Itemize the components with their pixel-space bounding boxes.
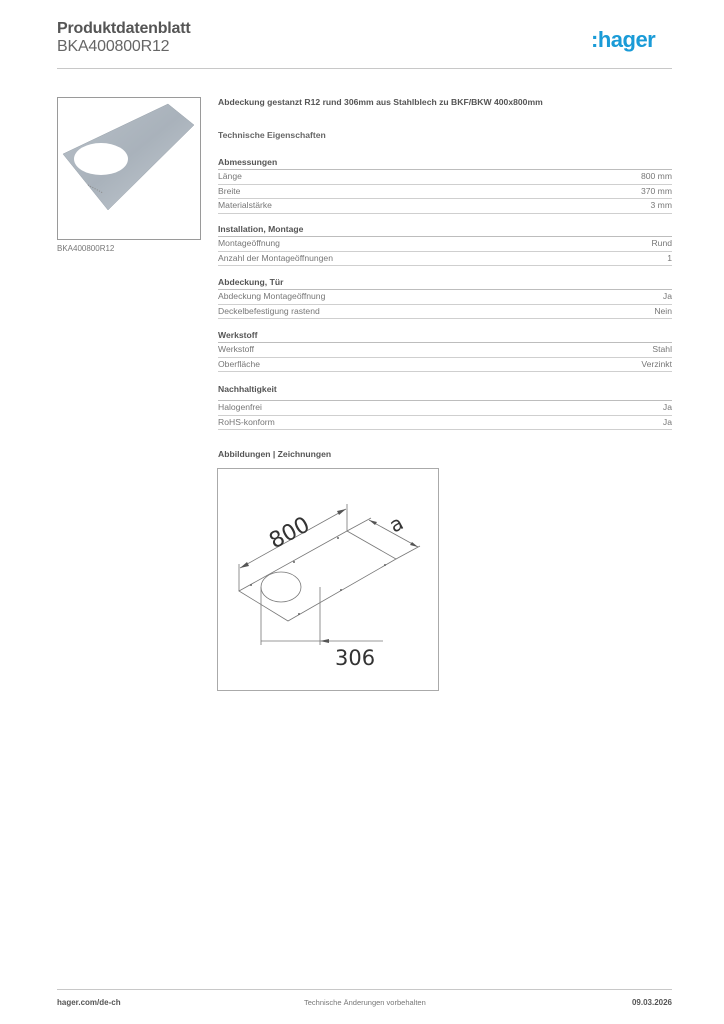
table-row (218, 237, 672, 252)
row-label: Länge (218, 171, 242, 181)
row-label: Montageöffnung (218, 238, 280, 248)
table-row (218, 252, 672, 267)
row-label: Oberfläche (218, 358, 261, 369)
row-label: Anzahl der Montageöffnungen (218, 252, 333, 263)
row-value: Stahl (652, 344, 672, 354)
table-row (218, 290, 672, 305)
table-row (218, 343, 672, 358)
section-installation-montage (218, 223, 672, 266)
footer-divider (57, 989, 672, 990)
footer-website-link[interactable]: hager.com/de-ch (57, 998, 121, 1007)
section-heading: Installation, Montage (218, 223, 672, 237)
table-row (218, 358, 672, 373)
product-image (57, 97, 201, 240)
article-number: BKA400800R12 (57, 38, 170, 55)
dimension-drawing (218, 469, 438, 690)
row-value: Nein (654, 305, 672, 316)
row-label: Breite (218, 185, 241, 196)
row-value: 800 mm (640, 171, 672, 181)
technical-drawing (217, 468, 439, 691)
table-row (218, 416, 672, 431)
row-label: Materialstärke (218, 200, 272, 210)
table-row (218, 401, 672, 416)
section-nachhaltigkeit (218, 383, 672, 430)
footer-notice: Technische Änderungen vorbehalten (304, 998, 426, 1007)
cover-plate-illustration (58, 98, 200, 239)
row-label: Halogenfrei (218, 402, 262, 412)
table-row (218, 185, 672, 200)
page-title: Produktdatenblatt (57, 20, 191, 37)
row-value: Ja (662, 402, 672, 412)
section-heading: Werkstoff (218, 329, 672, 343)
section-heading: Nachhaltigkeit (218, 383, 672, 401)
row-value: 3 mm (650, 200, 672, 210)
product-image-caption: BKA400800R12 (57, 244, 115, 253)
table-row (218, 305, 672, 320)
product-description: Abdeckung gestanzt R12 rund 306mm aus Stahlblech zu BKF/BKW 400x800mm (218, 97, 543, 107)
header-divider (57, 68, 672, 69)
dim-hole-label: 306 (335, 646, 376, 670)
row-value: 1 (667, 252, 672, 263)
section-abmessungen (218, 156, 672, 214)
hager-logo: :hager (591, 27, 656, 52)
row-value: 370 mm (640, 185, 672, 196)
dim-width-label: a (385, 510, 408, 538)
row-value: Ja (662, 416, 672, 427)
section-abdeckung-tuer (218, 276, 672, 319)
row-label: Deckelbefestigung rastend (218, 305, 320, 316)
section-werkstoff (218, 329, 672, 372)
row-label: Abdeckung Montageöffnung (218, 291, 326, 301)
footer-date: 09.03.2026 (631, 998, 672, 1007)
technical-properties-title: Technische Eigenschaften (218, 130, 326, 140)
section-heading: Abmessungen (218, 156, 672, 170)
row-label: RoHS-konform (218, 416, 275, 427)
table-row (218, 199, 672, 214)
dim-length-label: 800 (265, 512, 315, 555)
section-heading: Abdeckung, Tür (218, 276, 672, 290)
row-value: Verzinkt (641, 358, 672, 369)
row-value: Ja (662, 291, 672, 301)
row-label: Werkstoff (218, 344, 254, 354)
row-value: Rund (651, 238, 672, 248)
table-row (218, 170, 672, 185)
drawings-title: Abbildungen | Zeichnungen (218, 449, 332, 459)
